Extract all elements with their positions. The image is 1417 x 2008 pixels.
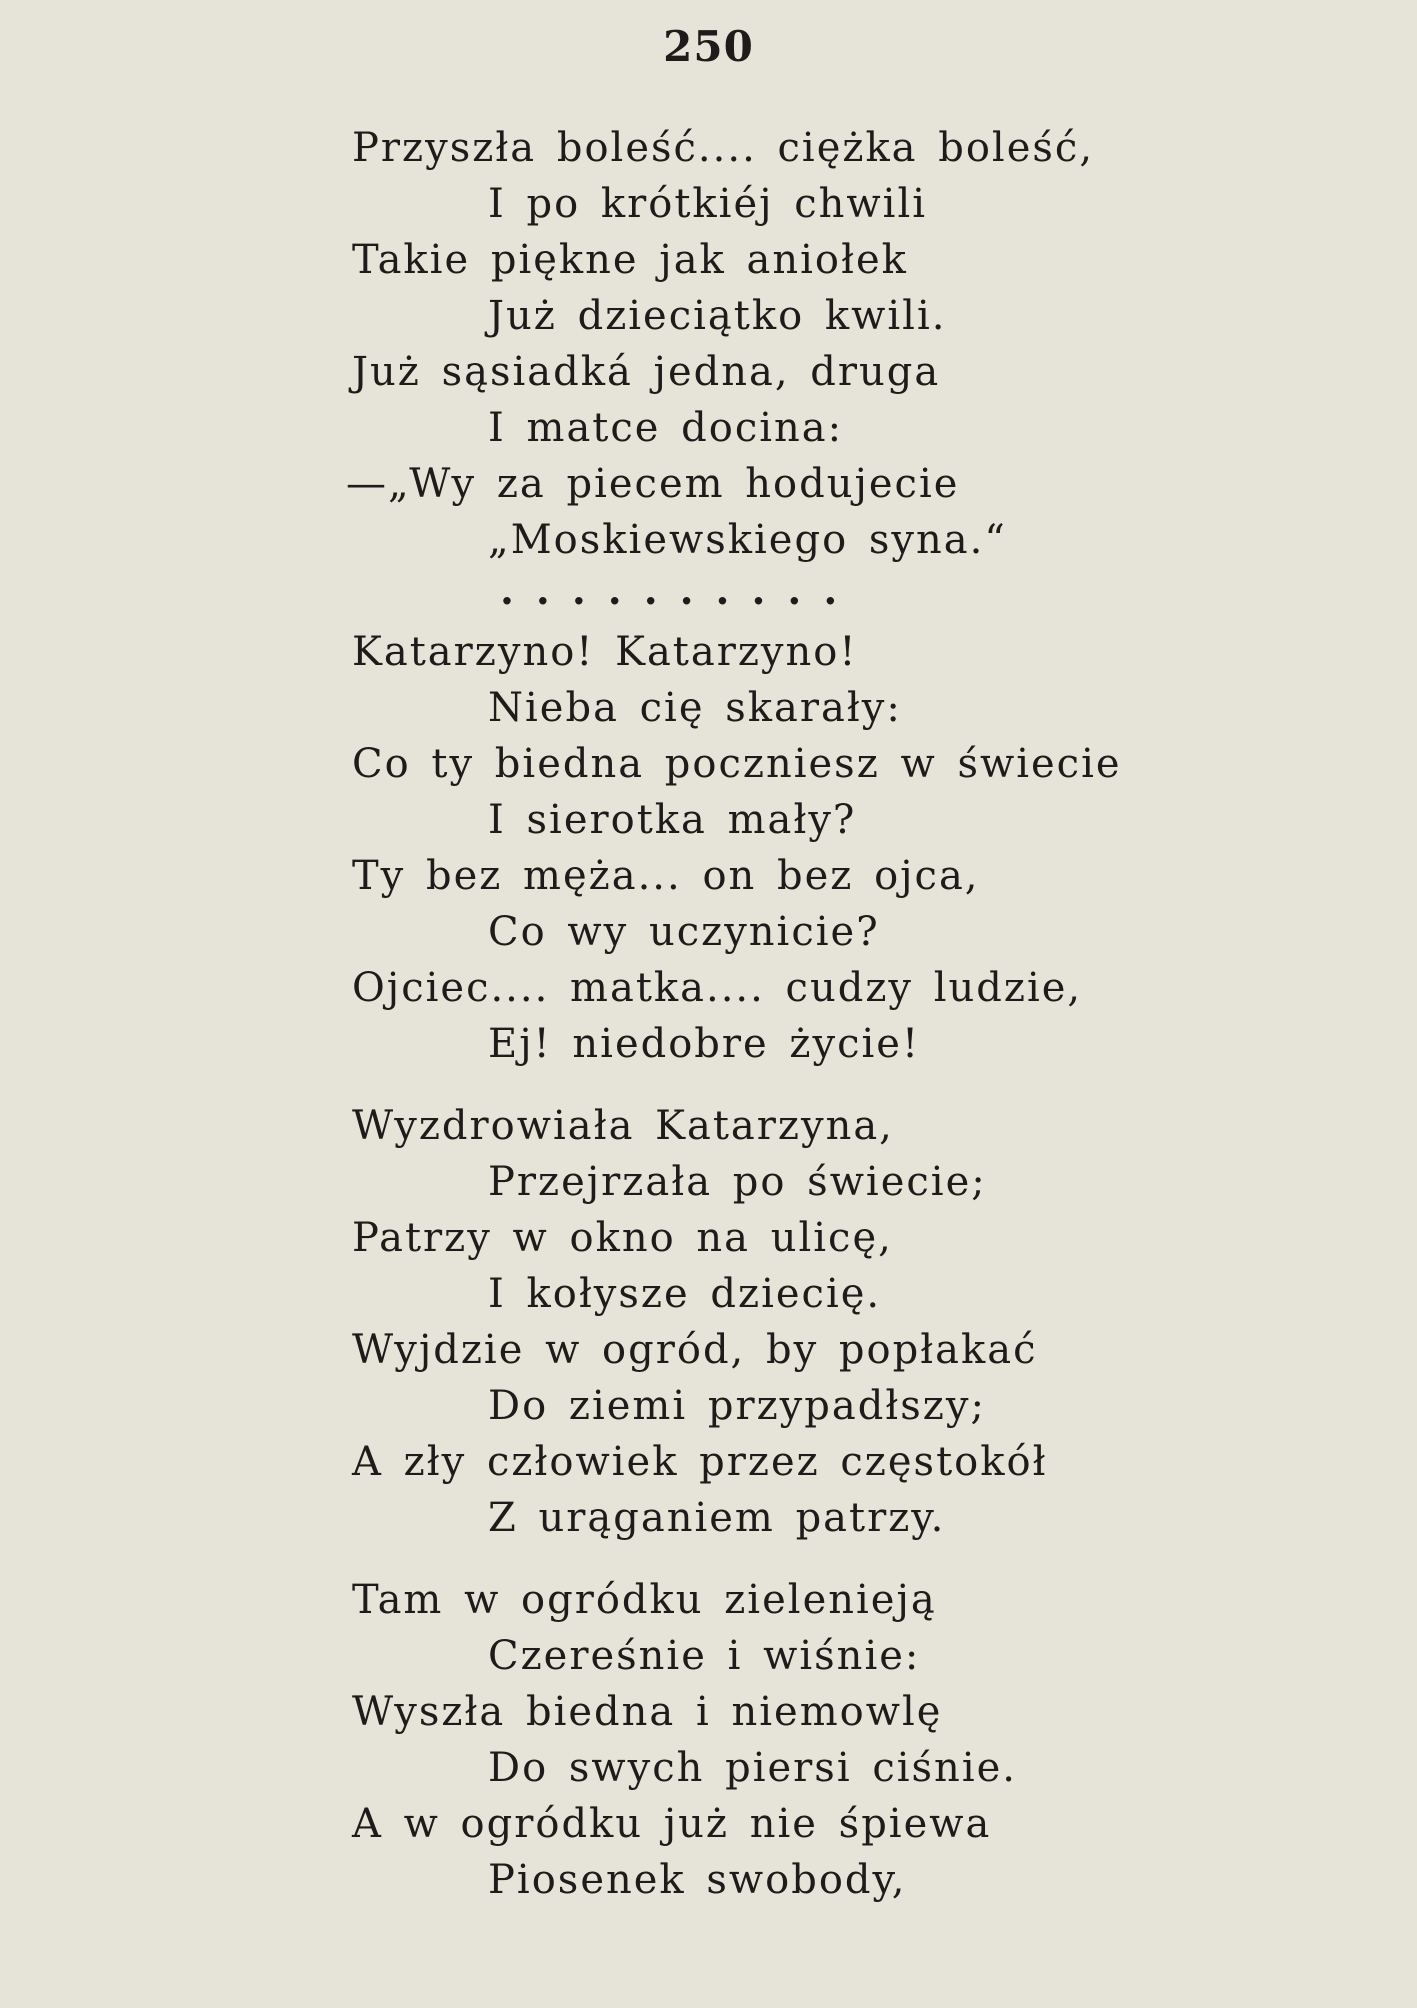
verse-line: Co ty biedna poczniesz w świecie: [352, 741, 1122, 787]
verse-line: Piosenek swobody,: [488, 1857, 907, 1903]
verse-line: Nieba cię skarały:: [488, 685, 902, 731]
section-separator: ..........: [500, 567, 860, 614]
stanza-1: [346, 120, 1372, 624]
verse-line: Patrzy w okno na ulicę,: [352, 1215, 893, 1261]
verse-line: Przejrzała po świecie;: [488, 1159, 987, 1205]
page-number: 250: [663, 22, 754, 71]
verse-line: I kołysze dziecię.: [488, 1271, 882, 1317]
verse-line: Co wy uczynicie?: [488, 909, 880, 955]
verse-line: Czereśnie i wiśnie:: [488, 1633, 921, 1679]
verse-line: Ej! niedobre życie!: [488, 1021, 921, 1067]
verse-line: Już sąsiadká jedna, druga: [352, 349, 941, 395]
verse-line: A zły człowiek przez częstokół: [352, 1439, 1048, 1485]
verse-line: Już dzieciątko kwili.: [488, 293, 947, 339]
verse-line: Katarzyno! Katarzyno!: [352, 629, 858, 675]
verse-line: Wyzdrowiała Katarzyna,: [352, 1103, 894, 1149]
verse-line: —„Wy za piecem hodujecie: [346, 461, 960, 507]
verse-line: Do ziemi przypadłszy;: [488, 1383, 986, 1429]
poem-text: [346, 120, 1372, 1908]
verse-line: I sierotka mały?: [488, 797, 857, 843]
stanza-3: [352, 1098, 1372, 1546]
verse-line: Takie piękne jak aniołek: [352, 237, 908, 283]
verse-line: Tam w ogródku zielenieją: [352, 1577, 937, 1623]
verse-line: Z urąganiem patrzy.: [488, 1495, 946, 1541]
verse-line: Ojciec.... matka.... cudzy ludzie,: [352, 965, 1083, 1011]
verse-line: Do swych piersi ciśnie.: [488, 1745, 1017, 1791]
verse-line: I po krótkiéj chwili: [488, 181, 928, 227]
verse-line: Wyjdzie w ogród, by popłakać: [352, 1327, 1038, 1373]
verse-line: „Moskiewskiego syna.“: [488, 517, 1007, 563]
verse-line: Ty bez męża... on bez ojca,: [352, 853, 980, 899]
verse-line: Wyszła biedna i niemowlę: [352, 1689, 943, 1735]
verse-line: A w ogródku już nie śpiewa: [352, 1801, 992, 1847]
stanza-4: [352, 1572, 1372, 1908]
verse-line: I matce docina:: [488, 405, 844, 451]
verse-line: Przyszła boleść.... ciężka boleść,: [352, 125, 1095, 171]
stanza-2: [352, 624, 1372, 1072]
